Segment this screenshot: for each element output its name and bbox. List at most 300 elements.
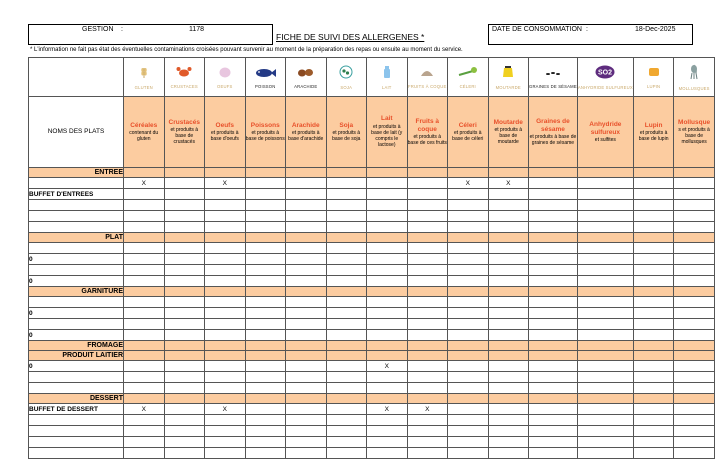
allergen-name: Fruits à coque [415,117,439,133]
section-fill-cell [577,351,633,361]
allergen-mark-cell [448,448,489,459]
dish-name-cell [29,211,124,222]
section-fill-cell [367,287,408,297]
dish-row [29,404,715,415]
allergen-mark-cell [245,383,286,394]
allergen-icon-label: ANHYDRIDE SULFUREUX [577,84,633,90]
allergen-mark-cell [367,448,408,459]
allergen-mark-cell [448,211,489,222]
allergen-mark-cell [448,222,489,233]
allergen-mark-cell [286,448,327,459]
allergen-name: Lupin [644,121,663,129]
allergen-icon-cell [448,58,489,97]
allergen-mark-cell [245,415,286,426]
section-fill-cell [164,233,205,243]
section-fill-cell [326,394,367,404]
section-fill-cell [205,287,246,297]
allergen-mark-cell [633,437,674,448]
dish-row [29,383,715,394]
dish-row [29,415,715,426]
section-fill-cell [245,394,286,404]
allergen-mark-cell [124,222,165,233]
allergen-mark-cell [577,437,633,448]
allergen-mark-cell [205,415,246,426]
allergen-mark-cell [577,404,633,415]
allergen-mark-cell [245,297,286,308]
allergen-mark-cell [205,308,246,319]
allergen-mark-cell [164,178,205,189]
allergen-mark-cell [286,211,327,222]
allergen-mark-cell [326,415,367,426]
allergen-mark-cell [674,383,715,394]
dish-row [29,254,715,265]
allergen-mark-cell [164,222,205,233]
section-fill-cell [245,351,286,361]
section-fill-cell [529,168,578,178]
allergen-mark-cell [124,415,165,426]
allergen-mark-cell [448,330,489,341]
allergen-mark-cell [448,243,489,254]
allergen-mark-cell [286,189,327,200]
allergen-header-cell [326,97,367,168]
allergen-mark-cell [367,243,408,254]
allergen-mark-cell [286,265,327,276]
section-fill-cell [577,341,633,351]
allergen-icon-label: CRUSTACES [170,84,198,89]
allergen-mark-cell [124,448,165,459]
section-fill-cell [529,287,578,297]
allergen-mark-cell [448,372,489,383]
allergen-mark-cell [674,211,715,222]
allergen-mark-cell [633,308,674,319]
allergen-mark-cell [529,211,578,222]
allergen-mark-cell [164,200,205,211]
allergen-mark-cell [577,200,633,211]
section-fill-cell [245,287,286,297]
allergen-description: et produits à base de crustacés [170,126,199,146]
section-header-row [29,168,715,178]
allergen-mark-cell [577,222,633,233]
section-fill-cell [286,168,327,178]
allergen-mark-cell [205,276,246,287]
allergen-name: Lait [380,115,393,123]
allergen-mark-cell [407,319,448,330]
allergen-mark-cell [448,254,489,265]
allergen-mark-cell [367,330,408,341]
dish-row [29,265,715,276]
dish-name-cell: 0 [29,308,124,319]
fish-icon [246,65,286,83]
section-fill-cell [577,168,633,178]
allergen-icon-cell [529,58,578,97]
section-fill-cell [205,233,246,243]
allergen-mark-cell [245,265,286,276]
allergen-name: Mollusque [678,118,711,126]
allergen-mark-cell [488,243,529,254]
allergen-mark-cell [367,319,408,330]
allergen-description: et produits à base de céleri [452,129,484,143]
allergen-header-cell [633,97,674,168]
dish-name-cell: BUFFET D'ENTREES [29,189,124,200]
section-fill-cell [674,168,715,178]
allergen-mark-cell [205,200,246,211]
allergen-mark-cell [164,372,205,383]
allergen-mark-cell [286,404,327,415]
allergen-header-cell [448,97,489,168]
allergen-mark-cell [286,319,327,330]
section-fill-cell [529,233,578,243]
allergen-icon-cell [367,58,408,97]
allergen-mark-cell [124,211,165,222]
allergen-icon-label: LAIT [381,84,392,90]
allergen-mark-cell [326,437,367,448]
allergen-mark-cell [633,243,674,254]
allergen-mark-cell [164,254,205,265]
allergen-mark-cell [633,330,674,341]
dish-row [29,178,715,189]
allergen-header-cell [245,97,286,168]
allergen-mark-cell [286,437,327,448]
allergen-mark-cell [286,361,327,372]
allergen-mark-cell [164,211,205,222]
section-fill-cell [448,341,489,351]
allergen-mark-cell [326,254,367,265]
allergen-mark-cell [124,372,165,383]
dish-name-cell: 0 [29,361,124,372]
allergen-mark-cell [326,265,367,276]
allergen-mark-cell [488,265,529,276]
dish-row [29,222,715,233]
allergen-mark-cell [164,319,205,330]
allergen-mark-cell [205,361,246,372]
section-fill-cell [448,287,489,297]
allergen-mark-cell [326,200,367,211]
section-fill-cell [674,233,715,243]
allergen-mark-cell [367,189,408,200]
allergen-mark-cell [674,415,715,426]
dish-row [29,211,715,222]
allergen-mark-cell [529,361,578,372]
allergen-mark-cell [245,211,286,222]
section-fill-cell [488,351,529,361]
dish-row [29,189,715,200]
allergen-icon-label: OEUFS [217,84,233,89]
allergen-mark-cell [245,222,286,233]
allergen-mark-cell [488,189,529,200]
allergen-mark-cell [529,383,578,394]
allergen-mark-cell [633,319,674,330]
section-fill-cell [488,394,529,404]
allergen-header-cell [367,97,408,168]
section-fill-cell [164,394,205,404]
allergen-icon-cell [245,58,286,97]
allergen-mark-cell [326,448,367,459]
section-fill-cell [367,351,408,361]
section-fill-cell [674,287,715,297]
empty-corner-cell [29,58,124,97]
section-fill-cell [124,287,165,297]
allergen-mark-cell [448,383,489,394]
allergen-mark-cell [367,383,408,394]
allergen-mark-cell [124,189,165,200]
section-fill-cell [488,168,529,178]
allergen-mark-cell: X [488,178,529,189]
allergen-header-cell [124,97,165,168]
section-fill-cell [286,351,327,361]
allergen-mark-cell [633,178,674,189]
allergen-description: et produits à base d'oeufs [210,129,239,143]
section-fill-cell [407,351,448,361]
section-fill-cell [205,168,246,178]
allergen-mark-cell [448,415,489,426]
dish-name-cell [29,448,124,459]
allergen-header-cell [488,97,529,168]
section-fill-cell [633,233,674,243]
dish-name-cell: 0 [29,276,124,287]
allergen-mark-cell [124,383,165,394]
allergen-header-cell [529,97,578,168]
crab-icon [165,65,205,83]
allergen-mark-cell [577,330,633,341]
allergen-mark-cell [488,383,529,394]
section-fill-cell [633,341,674,351]
allergen-mark-cell [245,437,286,448]
allergen-mark-cell [367,297,408,308]
allergen-mark-cell [367,222,408,233]
allergen-icon-cell [407,58,448,97]
allergen-name: Moutarde [493,118,523,126]
allergen-icon-label: SOJA [340,84,353,90]
allergen-mark-cell [529,276,578,287]
dish-row [29,437,715,448]
dish-row [29,319,715,330]
allergen-mark-cell [205,222,246,233]
allergen-mark-cell [367,254,408,265]
allergen-description: et produits à base de poissons [245,129,285,143]
allergen-mark-cell [633,404,674,415]
allergen-mark-cell [326,308,367,319]
section-fill-cell [633,287,674,297]
allergen-mark-cell [633,448,674,459]
allergen-mark-cell [326,211,367,222]
section-fill-cell [326,168,367,178]
allergen-icon-cell [164,58,205,97]
allergen-icon-label: GLUTEN [134,84,153,90]
allergen-description: et produits à base de moutarde [494,126,523,146]
allergen-mark-cell [577,372,633,383]
allergen-mark-cell [448,297,489,308]
allergen-mark-cell [367,415,408,426]
allergen-name: Poissons [250,121,280,129]
allergen-mark-cell [577,297,633,308]
allergen-mark-cell [448,319,489,330]
nut-icon [408,65,448,83]
allergen-mark-cell [407,415,448,426]
allergen-mark-cell [407,308,448,319]
allergen-description: et produits à base d'arachide [288,129,324,143]
allergen-mark-cell [326,297,367,308]
allergen-mark-cell [577,243,633,254]
section-fill-cell [245,233,286,243]
allergen-mark-cell [674,276,715,287]
dish-name-cell [29,415,124,426]
allergen-mark-cell [407,448,448,459]
section-label: GARNITURE [29,287,124,297]
allergen-mark-cell [326,319,367,330]
allergen-mark-cell [124,200,165,211]
section-header-row [29,287,715,297]
allergen-mark-cell [448,404,489,415]
allergen-mark-cell [164,189,205,200]
allergen-mark-cell [488,308,529,319]
allergen-mark-cell [577,415,633,426]
allergen-mark-cell [407,361,448,372]
allergen-description: et sulfites [594,137,616,143]
allergen-mark-cell [326,383,367,394]
allergen-icon-cell [633,58,674,97]
allergen-header-cell [674,97,715,168]
section-fill-cell [164,168,205,178]
allergen-mark-cell [407,265,448,276]
allergen-mark-cell [674,254,715,265]
allergen-icon-label: CÉLERI [459,84,476,89]
allergen-mark-cell [164,243,205,254]
allergen-mark-cell [286,254,327,265]
dish-name-cell [29,297,124,308]
allergen-mark-cell [367,437,408,448]
section-fill-cell [674,341,715,351]
allergen-mark-cell: X [205,404,246,415]
allergen-mark-cell [326,189,367,200]
allergen-mark-cell [577,276,633,287]
allergen-name: Arachide [291,121,320,129]
allergen-header-cell [407,97,448,168]
allergen-mark-cell [164,265,205,276]
allergen-mark-cell [488,211,529,222]
allergen-mark-cell: X [448,178,489,189]
section-header-row [29,351,715,361]
date-value: 18-Dec-2025 [635,26,676,33]
allergen-name: Oeufs [215,121,234,129]
allergen-mark-cell [286,308,327,319]
section-fill-cell [286,233,327,243]
section-fill-cell [367,341,408,351]
section-header-row [29,394,715,404]
section-label: FROMAGE [29,341,124,351]
allergen-mark-cell [245,308,286,319]
allergen-mark-cell [205,297,246,308]
peanut-icon [286,65,326,83]
allergen-mark-cell [326,361,367,372]
allergen-mark-cell [164,415,205,426]
allergen-icon-row [29,58,715,97]
section-fill-cell [633,168,674,178]
section-header-row [29,233,715,243]
section-fill-cell [164,341,205,351]
allergen-mark-cell [488,330,529,341]
section-fill-cell [633,351,674,361]
allergen-name: Graines de sésame [536,117,570,133]
allergen-mark-cell [367,276,408,287]
allergen-mark-cell [407,372,448,383]
dish-row [29,308,715,319]
milk-icon [367,65,407,84]
allergen-mark-cell [529,404,578,415]
allergen-header-row [29,97,715,168]
section-fill-cell [448,394,489,404]
allergen-mark-cell [448,265,489,276]
allergen-mark-cell [674,404,715,415]
allergen-mark-cell [245,200,286,211]
allergen-mark-cell [245,178,286,189]
mustard-icon [489,65,529,84]
section-label: ENTREE [29,168,124,178]
allergen-mark-cell [286,415,327,426]
allergen-table [28,57,715,459]
allergen-mark-cell [286,222,327,233]
section-fill-cell [286,287,327,297]
dish-name-header: NOMS DES PLATS [29,97,124,168]
allergen-mark-cell [407,330,448,341]
section-label: PRODUIT LAITIER [29,351,124,361]
section-fill-cell [326,287,367,297]
allergen-name: Céleri [458,121,477,129]
allergen-mark-cell [633,297,674,308]
allergen-mark-cell [164,383,205,394]
disclaimer-note: * L'information ne fait pas état des éventuelles contaminations croisées pouvant survenir au moment de la préparation des repas ou ensuite au moment du service. [30,47,463,53]
allergen-mark-cell [674,243,715,254]
allergen-mark-cell [577,308,633,319]
allergen-mark-cell [245,254,286,265]
allergen-mark-cell [448,189,489,200]
allergen-mark-cell [577,178,633,189]
allergen-mark-cell [577,254,633,265]
allergen-mark-cell [488,404,529,415]
allergen-mark-cell [674,297,715,308]
allergen-mark-cell [633,361,674,372]
dish-row [29,276,715,287]
allergen-mark-cell [448,361,489,372]
allergen-mark-cell [124,297,165,308]
allergen-icon-cell [124,58,165,97]
gestion-separator: : [121,26,123,33]
allergen-icon-cell [488,58,529,97]
allergen-mark-cell [488,222,529,233]
allergen-mark-cell [367,200,408,211]
allergen-mark-cell [633,189,674,200]
dish-row [29,243,715,254]
allergen-mark-cell [124,437,165,448]
allergen-mark-cell [407,200,448,211]
date-label: DATE DE CONSOMMATION [492,26,582,33]
date-separator: : [586,26,588,33]
allergen-mark-cell [529,178,578,189]
allergen-mark-cell [633,383,674,394]
section-fill-cell [407,341,448,351]
allergen-mark-cell [633,415,674,426]
allergen-icon-cell [577,58,633,97]
allergen-mark-cell [488,297,529,308]
allergen-icon-label: ARACHIDE [294,84,318,89]
allergen-mark-cell [674,330,715,341]
section-fill-cell [245,341,286,351]
allergen-mark-cell [164,276,205,287]
allergen-mark-cell [633,200,674,211]
allergen-mark-cell [674,437,715,448]
allergen-mark-cell [286,330,327,341]
gestion-value: 1178 [189,26,205,33]
section-fill-cell [164,351,205,361]
